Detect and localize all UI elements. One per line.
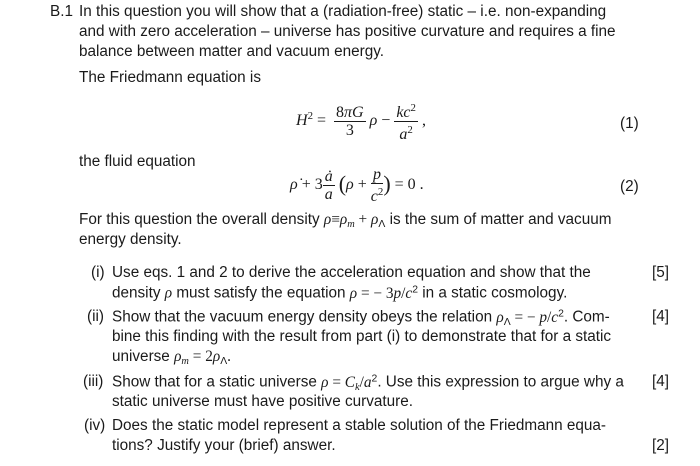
fluid-intro: the fluid equation xyxy=(79,153,196,170)
intro-line-2: and with zero acceleration – universe has positive curvature and requires a fine xyxy=(79,23,616,40)
part-iii-line-1 xyxy=(112,373,624,393)
part-ii-line-3 xyxy=(112,348,231,367)
friedmann-equation: $H^2$ = $\frac{8\pi G}{3}$ ρ − $\frac{kc^2}{a^2}$ , xyxy=(296,102,426,143)
static-density-equation: ρ = − $3p/c^2$ xyxy=(349,284,418,302)
part-ii-text-b: . Com- xyxy=(563,308,610,326)
density-line-2: energy density. xyxy=(79,231,182,248)
part-ii-line-2: bine this finding with the result from part (i) to demonstrate that for a static xyxy=(112,328,612,345)
friedmann-intro: The Friedmann equation is xyxy=(79,69,261,86)
part-iii-text-a: Show that for a static universe xyxy=(112,373,317,391)
equation-1-number: (1) xyxy=(620,115,639,132)
part-iv-label: (iv) xyxy=(84,417,106,434)
density-text-a: For this question the overall density xyxy=(79,211,320,228)
part-ii-marks: [4] xyxy=(652,308,670,325)
part-ii-text-c: universe xyxy=(112,348,170,365)
question-number: B.1 xyxy=(50,3,73,20)
part-ii-line-1 xyxy=(112,308,610,328)
density-line-1: For this question the overall density $\rho\equiv\rho_m + \rho_\Lambda$ is the sum of matter and vacuum xyxy=(79,211,612,231)
part-i-line-2 xyxy=(112,284,567,303)
vacuum-density-relation: $\rho_\Lambda$ = − $p/c^2$ xyxy=(496,308,564,328)
part-i-marks: [5] xyxy=(652,264,670,281)
equation-2-number: (2) xyxy=(620,178,639,195)
part-iii-label: (iii) xyxy=(83,373,104,390)
fluid-equation: ρ̇ + 3 $\frac{ȧ}{a}$ (ρ + $\frac{p}{c^2}$ ) = 0 . xyxy=(290,166,424,205)
part-i-text-b: must satisfy the equation xyxy=(176,284,346,302)
part-iv-line-2: tions? Justify your (brief) answer. xyxy=(112,437,336,454)
part-iv-marks: [2] xyxy=(652,437,670,454)
part-iii-text-b: . Use this expression to argue why a xyxy=(377,373,624,391)
density-definition: ρ xyxy=(323,211,332,228)
intro-line-1: In this question you will show that a (radiation-free) static – i.e. non-expanding xyxy=(79,3,607,20)
part-i-text-c: in a static cosmology. xyxy=(422,284,568,302)
intro-line-3: balance between matter and vacuum energy. xyxy=(79,43,384,60)
static-universe-density: $\rho = C_k/a^2$ xyxy=(321,373,378,393)
part-iii-marks: [4] xyxy=(652,373,670,390)
part-i-label: (i) xyxy=(91,264,105,281)
density-text-b: is the sum of matter and vacuum xyxy=(389,211,612,228)
part-ii-text-a: Show that the vacuum energy density obeys the relation xyxy=(112,308,493,326)
part-i-text-a: density xyxy=(112,284,161,302)
part-iii-line-2: static universe must have positive curvature. xyxy=(112,393,413,410)
matter-vacuum-relation: $\rho_m = 2\rho_\Lambda$. xyxy=(174,348,231,368)
part-i-line-1: Use eqs. 1 and 2 to derive the acceleration equation and show that the xyxy=(112,264,591,281)
part-iv-line-1: Does the static model represent a stable solution of the Friedmann equa- xyxy=(112,417,607,434)
part-ii-label: (ii) xyxy=(87,308,104,325)
rho-symbol: ρ xyxy=(164,284,173,302)
